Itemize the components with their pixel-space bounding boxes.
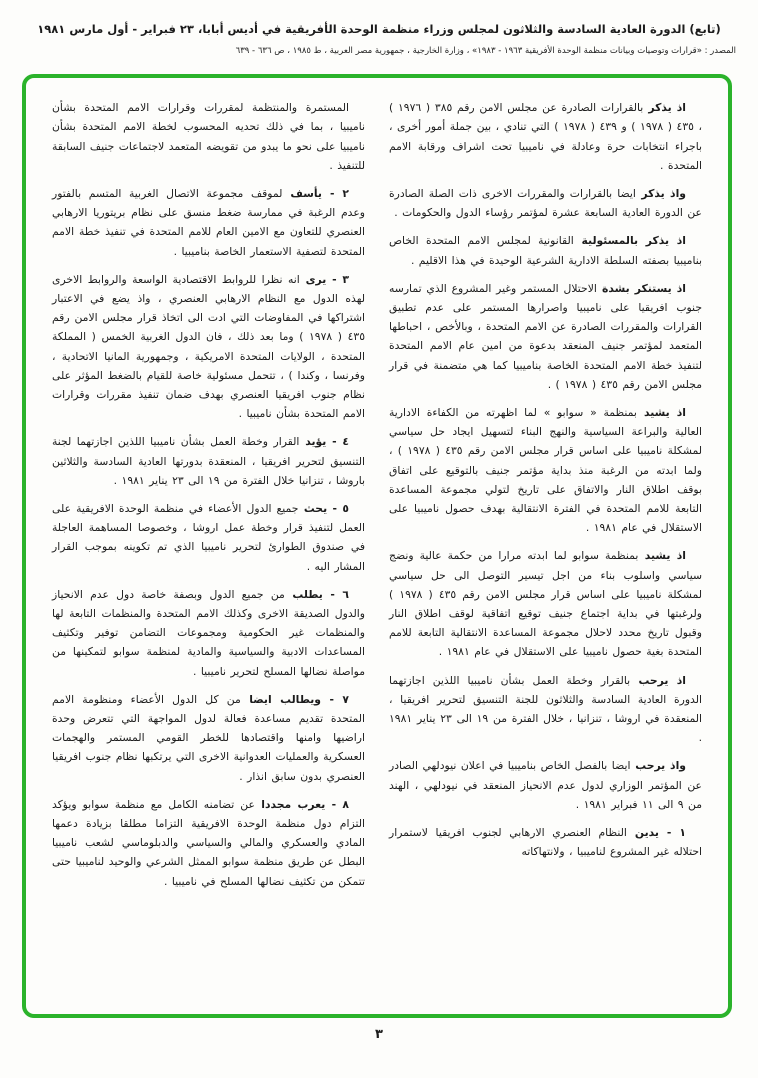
paragraph-lead: اذ يذكر بالمسئولية	[573, 234, 686, 248]
paragraph-lead: اذ يشيد	[638, 549, 686, 563]
paragraph: اذ يذكر بالقرارات الصادرة عن مجلس الامن رقم ٣٨٥ ( ١٩٧٦ ) ، ٤٣٥ ( ١٩٧٨ ) و ٤٣٩ ( ١٩٧٨ ) التي تنادي ، بين جملة أمور أخرى ، باجراء انتخابات حرة وعادلة في ناميبيا تحت اشراف ورقابة الامم المتحدة .	[389, 101, 702, 172]
two-column-text	[52, 98, 702, 1000]
paragraph-lead: اذ يستنكر بشدة	[596, 281, 686, 295]
paragraph: واذ يرحب ايضا بالفصل الخاص بناميبيا في اعلان نيودلهي الصادر عن المؤتمر الوزاري لدول عدم الانحياز المنعقد في نيودلهي ، الهند من ٩ الى ١١ فبراير ١٩٨١ .	[389, 759, 702, 811]
paragraph: ٧ - ويطالب ايضا من كل الدول الأعضاء ومنظومة الامم المتحدة تقديم مساعدة فعالة لدول المواجهة التي تتعرض وحدة اراضيها وامنها واقتصادها للخطر القومي المستمر والهجمات العسكرية والعمليات العدوانية الاخرى التي يرتكبها نظام جنوب افريقيا العنصري بدون سابق انذار .	[52, 692, 365, 783]
header-title: (تابع) الدورة العادية السادسة والثلاثون لمجلس وزراء منظمة الوحدة الأفريقية في أديس أبابا، ٢٣ فبراير - أول مارس ١٩٨١	[37, 22, 721, 36]
paragraph-lead: اذ يشيد	[636, 405, 686, 419]
paragraph: اذ يستنكر بشدة الاحتلال المستمر وغير المشروع الذي تمارسه جنوب افريقيا على ناميبيا واصرارها المستمر على عدم تطبيق القرارات والمقررات الصادرة عن الامم المتحدة ، وبالأخص ، احباطها المتعمد لمؤتمر جنيف المنعقد بدعوة من امين عام الامم المتحدة لتنفيذ خطة الامم المتحدة الخاصة بناميبيا كما هي متضمنة في قرار مجلس الامن رقم ٤٣٥ ( ١٩٧٨ ) .	[389, 281, 702, 391]
paragraph-lead: ٨ - يعرب مجددا	[254, 797, 349, 811]
paragraph-lead: واذ يرحب	[630, 759, 686, 773]
paragraph: ٤ - يؤيد القرار وخطة العمل بشأن ناميبيا اللذين اجازتهما لجنة التنسيق لتحرير افريقيا ، المنعقدة بدورتها العادية السادسة والثلاثين باروشا ، تنزانيا خلال الفترة من ١٩ الى ٢٣ يناير ١٩٨١ .	[52, 435, 365, 487]
paragraph: ١ - يدين النظام العنصري الارهابي لجنوب افريقيا لاستمرار احتلاله غير المشروع لناميبيا ، ولانتهاكاته	[389, 826, 702, 859]
paragraph: اذ يذكر بالمسئولية القانونية لمجلس الامم المتحدة الخاص بناميبيا بصفته السلطة الادارية الشرعية الوحيدة في هذا الاقليم .	[389, 234, 702, 267]
paragraph: اذ يشيد بمنظمة سوابو لما ابدته مرارا من حكمة عالية ونضج سياسي واسلوب بناء من اجل تيسير التوصل الى حل سياسي لمشكلة ناميبيا على اساس قرار مجلس الامن رقم ٤٣٥ ( ١٩٧٨ ) ولرغبتها في بداية اجتماع جنيف توقيع اتفاقية لوقف اطلاق النار وقبول تاريخ محدد لاحلال مجموعة المساعدة الانتقالية التابعة للامم المتحدة بغية حصول ناميبيا على الاستقلال في عام ١٩٨١ .	[389, 549, 703, 659]
paragraph-lead: اذ يذكر	[643, 101, 686, 115]
paragraph: اذ يشيد بمنظمة « سوابو » لما اظهرته من الكفاءة الادارية العالية والبراعة السياسية والنهج البناء لتسهيل ايجاد حل سياسي لمشكلة ناميبيا على اساس قرار مجلس الامن رقم ٤٣٥ ( ١٩٧٨ ) ، ولما ابدته من الرغبة منذ بداية مؤتمر جنيف بالتوقيع على اتفاق بوقف اطلاق النار والاتفاق على تاريخ لتولي مجموعة المساعدة التابعة للامم المتحدة في الفترة الانتقالية بهدف حصول ناميبيا على الاستقلال في عام ١٩٨١ .	[389, 405, 703, 535]
paragraph: ٢ - يأسف لموقف مجموعة الاتصال الغربية المتسم بالفتور وعدم الرغبة في ممارسة ضغط منسق على نظام بريتوريا الارهابي العنصري للتعاون مع الامين العام للامم المتحدة في تنفيذ خطة الامم المتحدة لتصفية الاستعمار الخاصة بناميبيا .	[52, 186, 365, 258]
paragraph: المستمرة والمنتظمة لمقررات وقرارات الامم المتحدة بشأن ناميبيا ، بما في ذلك تحديه المحسوب لخطة الامم المتحدة بشأن ناميبيا على نحو ما يبدو من تقويضه المتعمد لاجتماعات جنيف السابقة للتنفيذ .	[52, 101, 365, 172]
content-border-box	[22, 74, 732, 1018]
paragraph: اذ يرحب بالقرار وخطة العمل بشأن ناميبيا اللذين اجازتهما الدورة العادية السادسة والثلاثون للجنة التنسيق لتحرير افريقيا ، المنعقدة في اروشا ، تنزانيا ، خلال الفترة من ١٩ الى ٢٣ يناير ١٩٨١ .	[389, 673, 702, 745]
page-number: ٣	[375, 1027, 383, 1043]
paragraph-lead: ٣ - يرى	[299, 272, 349, 286]
paragraph: ٣ - يرى انه نظرا للروابط الاقتصادية الواسعة والروابط الاخرى لهذه الدول مع النظام الارهابي العنصري ، واذ يضع في الاعتبار اشتراكها في المفاوضات التي ادت الى اتخاذ قرار مجلس الامن رقم ٤٣٥ ( ١٩٧٨ ) وما بعد ذلك ، فان الدول الغربية الخمس ( المملكة المتحدة ، الولايات المتحدة الامريكية ، وجمهورية المانيا الاتحادية ، وفرنسا ، وكندا ) ، تتحمل مسئولية خاصة للقيام بالضغط المؤثر على نظام جنوب افريقيا العنصري بهدف ضمان تنفيذ مقررات وقرارات الامم المتحدة بشأن ناميبيا .	[52, 272, 365, 421]
paragraph-lead: ٥ - يحث	[298, 502, 349, 515]
paragraph: ٥ - يحث جميع الدول الأعضاء في منظمة الوحدة الافريقية على العمل لتنفيذ قرار وخطة عمل اروشا ، وخصوصا المساهمة العاجلة في صندوق الطوارئ لتحرير ناميبيا الذي تم تكوينه بموجب القرار المشار اليه .	[52, 502, 365, 573]
paragraph-lead: اذ يرحب	[630, 673, 687, 687]
column-left	[52, 98, 365, 1000]
paragraph-lead: ٤ - يؤيد	[299, 435, 349, 449]
document-header	[0, 0, 758, 58]
paragraph-lead: واذ يذكر	[635, 186, 686, 200]
header-source-line: المصدر : «قرارات وتوصيات وبيانات منظمة الوحدة الأفريقية ١٩٦٣ - ١٩٨٣» ، وزارة الخارجية ، جمهورية مصر العربية ، ط ١٩٨٥ ، ص ٦٣٦ - ٦٣٩	[235, 46, 736, 57]
page-footer	[0, 1027, 758, 1042]
paragraph: ٨ - يعرب مجددا عن تضامنه الكامل مع منظمة سوابو ويؤكد التزام دول منظمة الوحدة الافريقية التزاما مطلقا بزيادة دعمها المادي والعسكري والمالي والسياسي والدبلوماسي لشعب ناميبيا البطل عن طريق منظمة سوابو الممثل الشرعي والوحيد لناميبيا حتى تتمكن من تكثيف نضالها المسلح في ناميبيا .	[52, 797, 365, 888]
column-right	[389, 98, 702, 1000]
paragraph: ٦ - يطلب من جميع الدول وبصفة خاصة دول عدم الانحياز والدول الصديقة الاخرى وكذلك الامم المتحدة والمنظمات التابعة لها والمنظمات غير الحكومية ومجموعات التضامن توفير وتكثيف المساعدات الادبية والسياسية والمادية لمنظمة سوابو لتمكينها من مواصلة نضالها المسلح لتحرير ناميبيا .	[52, 587, 365, 678]
paragraph-lead: ٦ - يطلب	[284, 587, 349, 601]
paragraph-lead: ١ - يدين	[626, 826, 686, 840]
paragraph: واذ يذكر ايضا بالقرارات والمقررات الاخرى ذات الصلة الصادرة عن الدورة العادية السابعة عشرة لمؤتمر رؤساء الدول والحكومات .	[389, 186, 702, 220]
paragraph-lead: ٧ - ويطالب ايضا	[240, 692, 349, 706]
paragraph-lead: ٢ - يأسف	[282, 186, 350, 200]
